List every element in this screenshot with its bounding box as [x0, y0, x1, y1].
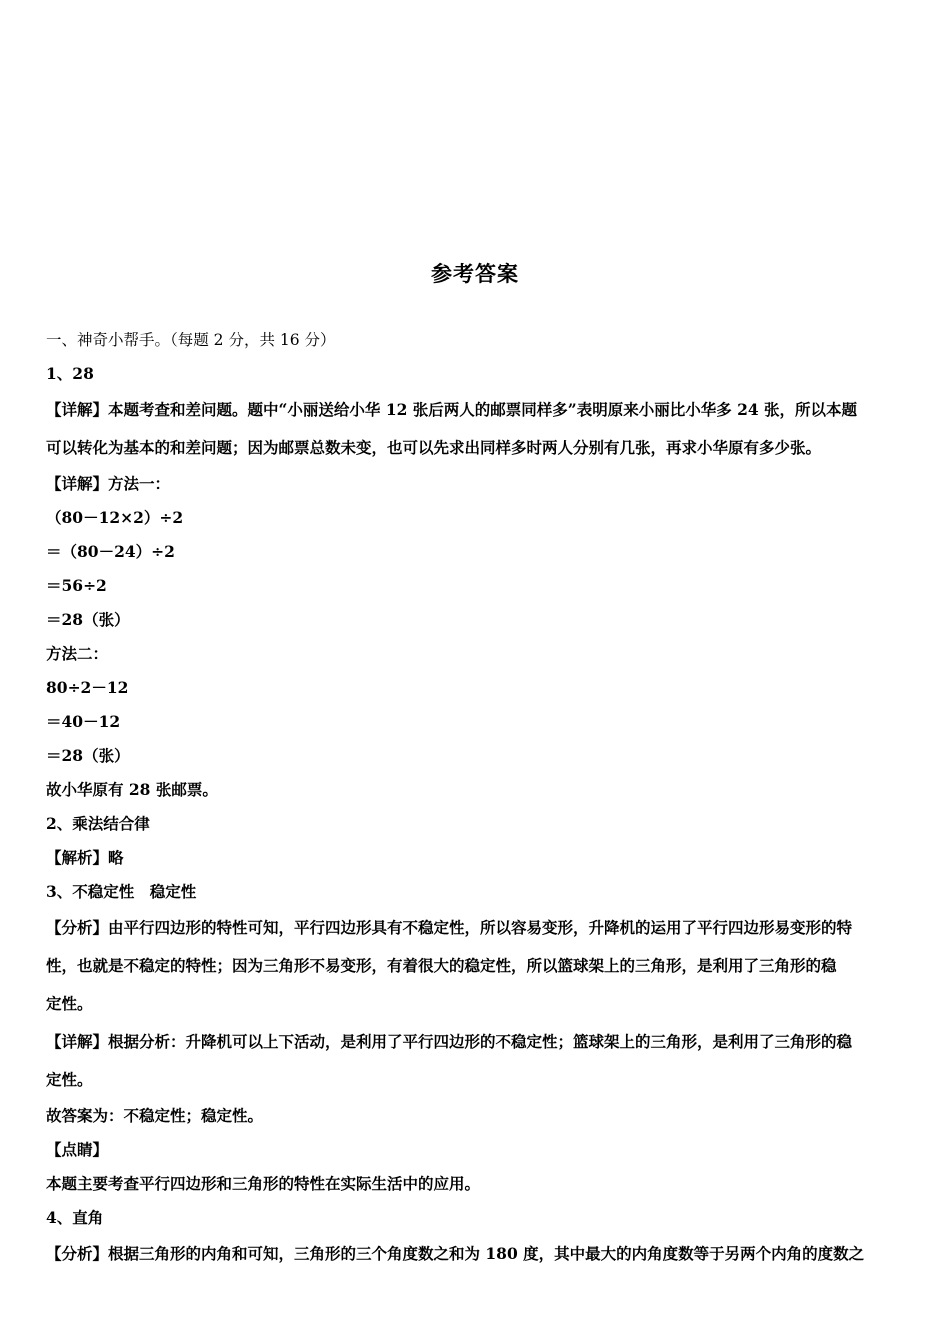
equation-line: ＝（80－24）÷2: [46, 542, 175, 561]
question-2-answer: 2、乘法结合律: [46, 814, 150, 833]
answer-content: [46, 323, 908, 1273]
paragraph-line: 【详解】方法一：: [46, 474, 171, 493]
paragraph-line: 【解析】略: [46, 848, 124, 867]
paragraph-line: 【详解】根据分析：升降机可以上下活动，是利用了平行四边形的不稳定性；篮球架上的三角形，是利用了三角形的稳: [46, 1032, 853, 1051]
question-4-answer: 4、直角: [46, 1208, 104, 1227]
paragraph-line: 方法二：: [46, 644, 109, 663]
equation-line: ＝40－12: [46, 712, 121, 731]
equation-line: ＝56÷2: [46, 576, 107, 595]
paragraph-line: 定性。: [46, 994, 93, 1013]
equation-line: （80－12×2）÷2: [46, 508, 184, 527]
paragraph-line: 【详解】本题考查和差问题。题中“小丽送给小华 12 张后两人的邮票同样多”表明原来小丽比小华多 24 张，所以本题: [46, 400, 858, 419]
page-title: 参考答案: [431, 261, 519, 286]
paragraph-line: 本题主要考查平行四边形和三角形的特性在实际生活中的应用。: [46, 1174, 481, 1193]
question-1-answer: 1、28: [46, 364, 94, 383]
paragraph-line: 定性。: [46, 1070, 93, 1089]
paragraph-line: 故答案为：不稳定性；稳定性。: [46, 1106, 264, 1125]
equation-line: ＝28（张）: [46, 746, 130, 765]
question-3-answer: 3、不稳定性 稳定性: [46, 882, 197, 901]
paragraph-line: 性，也就是不稳定的特性；因为三角形不易变形，有着很大的稳定性，所以篮球架上的三角形，是利用了三角形的稳: [46, 956, 837, 975]
paragraph-line: 故小华原有 28 张邮票。: [46, 780, 218, 799]
equation-line: ＝28（张）: [46, 610, 130, 629]
paragraph-line: 【分析】根据三角形的内角和可知，三角形的三个角度数之和为 180 度，其中最大的内角度数等于另两个内角的度数之: [46, 1244, 865, 1263]
paragraph-line: 可以转化为基本的和差问题；因为邮票总数未变，也可以先求出同样多时两人分别有几张，再求小华原有多少张。: [46, 438, 822, 457]
section-heading: 一、神奇小帮手。（每题 2 分，共 16 分）: [46, 331, 336, 349]
paragraph-line: 【分析】由平行四边形的特性可知，平行四边形具有不稳定性，所以容易变形，升降机的运用了平行四边形易变形的特: [46, 918, 853, 937]
equation-line: 80÷2－12: [46, 678, 129, 697]
paragraph-line: 【点睛】: [46, 1140, 109, 1159]
